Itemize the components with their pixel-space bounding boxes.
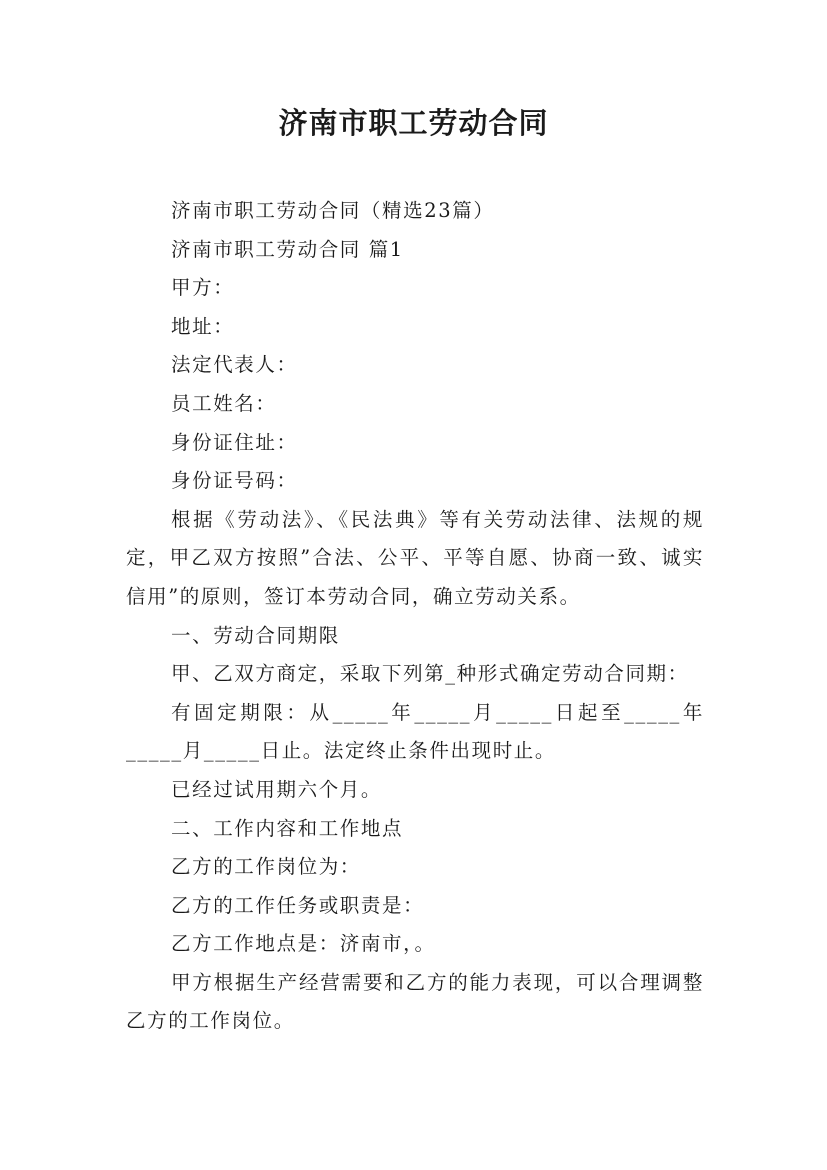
legal-representative-field: 法定代表人：	[171, 353, 298, 377]
employee-name-field: 员工姓名：	[171, 391, 277, 415]
job-duty-line: 乙方的工作任务或职责是：	[171, 893, 425, 917]
party-a-field: 甲方：	[171, 276, 235, 300]
address-field: 地址：	[171, 314, 235, 338]
post-adjustment-paragraph: 甲方根据生产经营需要和乙方的能力表现，可以合理调整乙方的工作岗位。	[126, 970, 704, 1033]
legal-basis-paragraph: 根据《劳动法》、《民法典》等有关劳动法律、法规的规定，甲乙双方按照”合法、公平、平等自愿、协商一致、诚实信用”的原则，签订本劳动合同，确立劳动关系。	[126, 507, 704, 608]
probation-line: 已经过试用期六个月。	[171, 777, 383, 801]
subtitle-line: 济南市职工劳动合同（精选23篇）	[171, 199, 495, 222]
document-title: 济南市职工劳动合同	[278, 106, 549, 140]
document-body	[126, 192, 704, 1041]
section-1-heading: 一、劳动合同期限	[171, 623, 340, 647]
id-address-field: 身份证住址：	[171, 430, 298, 454]
work-place-line: 乙方工作地点是：济南市，。	[171, 932, 436, 956]
section-2-heading: 二、工作内容和工作地点	[171, 816, 404, 840]
job-post-line: 乙方的工作岗位为：	[171, 855, 361, 879]
id-number-field: 身份证号码：	[171, 469, 298, 493]
fixed-term-paragraph: 有固定期限：从_____年_____月_____日起至_____年_____月_____日止。法定终止条件出现时止。	[126, 700, 704, 763]
contract-form-line: 甲、乙双方商定，采取下列第_种形式确定劳动合同期：	[171, 662, 689, 686]
article-heading: 济南市职工劳动合同 篇1	[171, 237, 404, 261]
